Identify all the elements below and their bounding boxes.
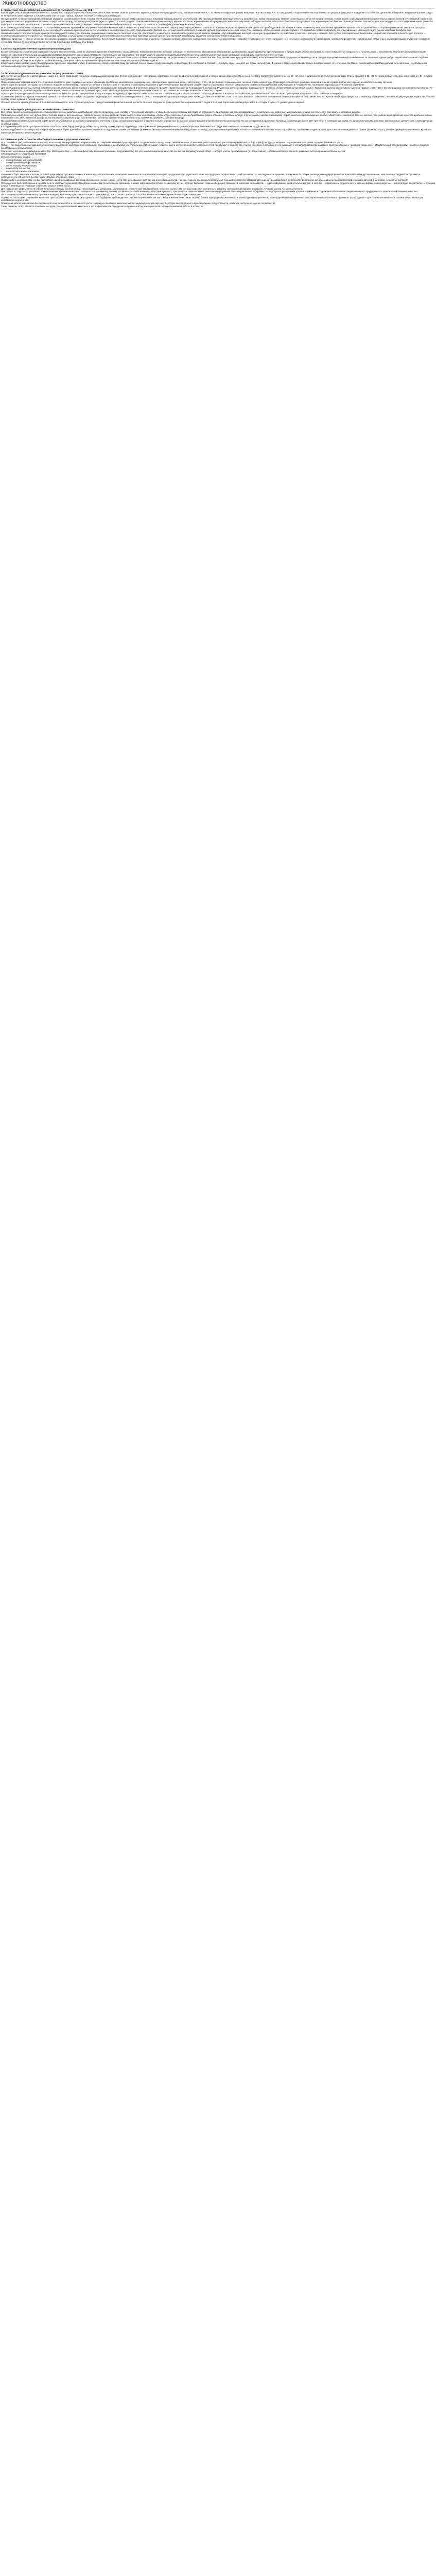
section-heading: 40. Племенная работа. Понятие об отборе,его значение в улучшении животных. — [1, 138, 91, 141]
paragraph: Для повышения эффективности отбора используют методы биотехнологии: трансплантацию эмбрионов, клонирование, генетическое маркирование, геномную оценку. Эти методы позволяют значительно ускорить селекционный процесс и повысить точность оценки племенных качеств. — [1, 187, 303, 190]
paragraph: В зоне полеводства сложился ряд кормовых культур и технологических схем их заготовки, хранения и подготовки к скармливанию. Кормоприготовление включает операции по измельчению, смешиванию, запариванию, дрожжеванию, гранулированию, брикетированию и другим видам обработки кормов, которые повышают их поедаемость, питательность и усвояемость. Наиболее распространенными являются кормоприготовительные цеха и комбикормовые предприятия, на которых изготовляют полнорационные кормосмеси. Основной задачей кормопроизводства является обеспечение животных полноценными кормами в необходимом количестве в течение года. — [1, 50, 426, 56]
paragraph: Под племенной работой понимают комплекс зоотехнических мероприятий, направленных на совершенствование существующих и создание новых пород, типов, линий животных. Племенная работа включает: учет и оценку животных, отбор, подбор, методы разведения, выращивание молодняка, ведение племенного учета. — [1, 141, 343, 144]
paragraph: М. Ф. Иванов дополнил классификацию П. Н. Кулешова, выделив крепкую конституцию как наиболее желательную; отметил, что у животных одного и того же стада и разных пород можно встретить все типы конституции, но в разных сочетаниях и с преобладанием того или иного типа. По Иванову М.Ф. основными признаками крепкой конституции являются: хорошее развитие костяка и мускулатуры, правильность телосложения, здоровье, жизнеспособность, хорошая приспособленность к условиям внешней среды и высокая продуктивность. Крепкая конституция может сочетаться с нежным, грубым, плотным или рыхлым типом. Так, например, крепкая нежная, крепкая грубая и т. д. В практике племенной работы эта классификация используется для оценки животных и подбора пар. — [1, 26, 425, 32]
list-item: • по экстерьеру и конституции; — [6, 164, 435, 167]
paragraph: Отъем поросят проводят методом постепенного отстранения свиноматки. Поросят оставляют в том же станке 7—10 дней, а свиноматку переводят в другое помещение. Такой прием снижает стресс у молодняка. После отъема поросят кормят полнорационными комбикормами 5—6 раз в сутки, постепенно переходя на 3—4-кратное кормление. — [1, 83, 365, 87]
document — [0, 0, 436, 212]
section-2 — [1, 47, 435, 67]
paragraph: В общей системе и интенсивных технологиях кормопроизводства предусматривается создание устойчивой кормовой базы за счет полевого кормопроизводства, улучшения естественных сенокосов и пастбищ, организации культурных пастбищ, использования побочной продукции растениеводства и отходов перерабатывающей промышленности. Решение задачи требует научно обоснованного подбора кормовых культур, их сортов и гибридов, рационального размещения посевов, применения прогрессивных технологий заготовки и хранения кормов. — [1, 56, 428, 62]
paragraph: По Кулешову П.Н. животные грубой конституции обладают массивным костяком, толстой кожей, грубыми рогами, сильно развитым волосяным покровом, хорошо развитой мускулатурой. Это преимущественно животные рабочего направления, примитивных пород. Нежная конституция отличается тонким костяком, тонкой кожей, слабым развитием соединительных тканей, нежной мускулатурой; характерна для животных высокопродуктивных молочных и ряда мясных пород. Плотная (сухая) конституция — сухие, с плотной, упругой, тонкой кожей без подкожного жира, крепким костяком, хорошо развитой мускулатурой; животные энергичны, обладают высокой работоспособностью и продуктивностью, хорошо приспособлены к разным условиям. Рыхлая (сырая) конституция — с толстой рыхлой кожей, развитой подкожной клетчаткой, относительно слабым костяком; животные склонны к ожирению, имеют пониженный обмен веществ, высокую скороспелость; характерна для мясных и сальных пород. — [1, 17, 433, 26]
paragraph: Для выращивания ремонтных хряков отбирают поросят от лучших маток и хряков с высокими продуктивными показателями. В 2-месячном возрасте проводят первичную оценку по развитию и экстерьеру. Ремонтных хрячков содержат группами по 8—10 голов, обеспечивают им активный моцион. Кормление должно обеспечивать суточные приросты 550—650 г. Основу рациона составляют концентраты (70—80% питательности), в летний период — зеленые корма, зимой — корнеплоды, травяная мука, силос. Нельзя допускать ожирения ремонтных хряков, т.к. это снижает их половую активность и качество спермы. — [1, 86, 434, 92]
paragraph: Отбор проводят по следующим признакам: — [1, 152, 47, 156]
paragraph: К отходам перерабатывающей промышленности относят: жом, барду, пивную дробину, мезгу, патоку, жмыхи, шроты, отруби и др. Эти корма имеют разную питательность и используются в зависимости от вида животных и направления их продуктивности. — [1, 125, 270, 128]
section-heading: 1. Конституция сельскохозяйственных животных по Кулешову П.Н.,Иванову М.Ф. — [1, 8, 93, 11]
paragraph: В природно-климатических зонах распространены различные кормовые угодья. В лесной зоне основу кормовой базы составляют сеяные травы, кукуруза на силос, корнеплоды. В лесостепной и степной — кукуруза, сорго, многолетние травы, зернофураж. В горных и предгорных районах важное значение имеют естественные пастбища. Использование пастбищ должно быть загонным, с соблюдением оптимальной нагрузки и сроков стравливания. — [1, 62, 427, 67]
paragraph: Растительные корма делят на: грубые (сено, солома, мякина, веточный корм, травяная резка); сочные (зеленая трава, силос, сенаж, корнеплоды, клубнеплоды, бахчевые); концентрированные (зерно злаковых и бобовых культур, отруби, жмыхи, шроты, комбикорма). Корма животного происхождения: молоко, обрат, пахта, сыворотка, мясная, мясокостная, рыбная мука, кровяная мука. Минеральные корма: поваренная соль, мел, известняк, фосфаты, костная мука, сапропель и др. Синтетические: мочевина, синтетические аминокислоты, витамины, ферменты, антибиотики и др. — [1, 113, 432, 120]
paragraph: Кормовые добавки — это вещества, которые добавляют в корма для балансирования рационов по отдельным элементам питания (премиксы, белково-витаминно-минеральные добавки — БВМД), для улучшения переваримости и использования питательных веществ (ферменты, пробиотики, подкислители), для повышения поедаемости кормов (ароматизаторы), для консервации и улучшения сохранности кормов (консерванты, антиоксиданты). — [1, 128, 432, 134]
paragraph: При отборе в стаде также учитывают технологические признаки животных: пригодность к машинному доению, устойчивость к заболеваниям, нрав (темперамент), пригодность к промышленной технологии содержания. Целенаправленный отбор вместе с подбором и улучшением условий кормления и содержания обеспечивает неуклонный рост продуктивности сельскохозяйственных животных. — [1, 190, 418, 193]
section-4 — [1, 108, 435, 134]
paragraph: Половой зрелости хрячки достигают в 5—6-месячном возрасте, но к случке их допускают при достижении физиологической зрелости. Вначале нагрузка на хряка должна быть ограниченной: 1 садка в 2—3 дня. Взрослым хрякам допускается 1—2 садки в сутки, с 1 днем отдыха в неделю. — [1, 100, 305, 104]
paragraph: Животных каждого типа конституции в разной степени удается совместить признаки, выражающие хозяйственно полезные качества. Как правило, у животных с нежной конституцией лучше развиты признаки, обусловливающие высокую молочную продуктивность, а у животных с рыхлой — мясную и сальную. Для грубого типа характерна выносливость и рабочая производительность, для плотного — сочетание продуктивности с крепостью. Выбраковка животных с ослабленной, переразвитой (изнеженной) конституцией и отбор животных крепкой конституции являются важнейшими задачами селекционно-племенной работы. — [1, 31, 426, 38]
paragraph: Оценку хряков проводят по собственной продуктивности (скорость роста, толщина шпика, затраты корма на единицу прироста) и по качеству потомства. Отбор молодых хряков в основное стадо осуществляют в возрасте 8—10 месяцев при живой массе 120—140 кг. К случке хряков допускают с 10—12-месячного возраста. — [1, 92, 343, 95]
paragraph: Организм животных — единое целое, где все органы и системы находятся во взаимодействии. Конституция формируется в онтогенезе под влиянием генотипа и условий кормления, содержания, тренинга. Поэтому в племенной работе учитывают не только экстерьер, но и интерьерные показатели (состав крови, активность ферментов, гормональный статус и др.), характеризующие внутреннее состояние организма. Оценка по конституции применяется при бонитировке животных всех видов. — [1, 38, 430, 43]
paragraph: Таким образом, отбор является основным методом совершенствования животных, а его эффективность определяется правильной организацией всей системы племенной работы в хозяйстве. — [1, 205, 204, 208]
section-heading: 4.Система кормоприготовления кормов и кормопроизводства — [1, 47, 71, 50]
paragraph: Подбор — это система спаривания животных, при которой к каждой матке (или группе маток) подбирают производителя с целью получения потомства с желательными качествами. Подбор бывает однородный (гомогенный) и разнородный (гетерогенный). Однородный подбор применяют для закрепления желательных признаков, разнородный — для получения животных с новыми качествами и для исправления недостатков. — [1, 196, 424, 202]
section-heading: 24. Технология подрашив сельхоз.животных. Выращ. ремонтных хряков. — [1, 72, 84, 75]
paragraph: Поросят начинают подкармливать с 5—7-дневного возраста: дают поджаренное зерно, комбикорм-престартер, минеральную подкормку (мел, красную глину, древесный уголь), чистую воду. С 10—15 дней вводят в рацион обрат, зеленые корма, корнеплоды. Подкормка способствует развитию пищеварительного тракта и облегчает переход к самостоятельному питанию. — [1, 80, 393, 83]
list-item: • по качеству потомства. — [6, 167, 435, 170]
paragraph: На основании оценки по комплексу признаков каждому животному присваивается класс (элита-рекорд, элита, I класс, II класс). Эта работа называется бонитировкой и проводится ежегодно. — [1, 193, 202, 196]
list-item: • по собственной продуктивности; — [6, 161, 435, 164]
bullet-list — [1, 159, 435, 173]
list-item: • по технологическим признакам. — [6, 170, 435, 173]
section-heading: 31.Классификация кормов для сельскохозяйственных животных. — [1, 108, 76, 111]
paragraph: Значение отбора заключается в том, что благодаря ему в стаде накапливаются животные с желательными признаками, повышается генетический потенциал продуктивности, улучшается качество продукции. Эффективность отбора зависит от наследуемости признака, интенсивности отбора, селекционного дифференциала и интервала между поколениями. Чем выше наследуемость признака и напряженность отбора, тем быстрее идет совершенствование стада. — [1, 173, 421, 179]
section-1 — [1, 9, 435, 44]
paragraph: Отбор должен быть постоянным и проводиться по комплексу признаков. Одновременный отбор по нескольким признакам снижает интенсивность отбора по каждому из них, поэтому выделяют главные (ведущие) признаки. В молочном скотоводстве — удой, содержание жира и белка в молоке, в мясном — живая масса, скорость роста, мясные формы, в свиноводстве — многоплодие, скороспелость, толщина шпика, в овцеводстве — настриг и качество шерсти, живая масса. — [1, 181, 435, 188]
paragraph: Отбор — это выделение из стада для дальнейшего разведения животных с желательными признаками и выбраковка нежелательных. Отбор бывает естественный и искусственный. Естественный отбор происходит в природе без участия человека, в результате чего выживают и оставляют потомство наиболее приспособленные к условиям среды особи. Искусственный отбор проводит человек, исходя из хозяйственных потребностей. — [1, 144, 429, 149]
paragraph: Содержание ремонтных хряков. Ремонтных хрячков с 4—5-месячного возраста содержат индивидуально или небольшими группами в станках, имеющих выход в выгульные дворики. Площадь станка — не менее 2,5 кв. м на одно животное. Обязателен ежедневный активный моцион на расстояние 2—3 км. Хряков необходимо приучать к спокойному обращению с человеком, регулярно проводить чистку кожи, обрезку копыт, купание в летний период. — [1, 95, 435, 101]
paragraph: Оценку животных по качеству потомства считают наиболее надежным методом определения племенной ценности. Особенно важна такая оценка для производителей, так как от одного производителя получают большое количество потомков. Для оценки производителей по потомству используют методы сравнения дочерей со сверстницами, дочерей с матерями, а также метод BLUP. — [1, 178, 408, 181]
paragraph: По содержанию питательных веществ корма делят на: объемистые (с высоким содержанием клетчатки и воды, низкой концентрацией энергии) и концентрированные (с высокой концентрацией энергии и питательных веществ). По составу протеина различают: белковые (содержащие более 20% протеина) и углеводистые корма. По физиологическому действию: молокогонные, диетические, стимулирующие, лечебные корма. — [1, 120, 433, 125]
list-intro: Основные признаки отбора: — [1, 155, 31, 158]
paragraph: Племенная работа невозможна без тщательного зоотехнического и племенного учета. На каждое племенное животное заводят индивидуальную карточку, в которую вносят данные о происхождении, продуктивности, развитии, экстерьере, оценке по потомству. — [1, 201, 275, 205]
paragraph: Все корма, применяемые в кормлении сельскохозяйственных животных, классифицируются по происхождению, составу и питательной ценности, а также по физиологическому действию на организм. По происхождению корма подразделяют на растительные, животные, минеральные, а также синтетические препараты и кормовые добавки. — [1, 111, 361, 114]
paragraph: Различают массовый и индивидуальный отбор. Массовый отбор — отбор по фенотипу (внешним признакам, продуктивности) без учета происхождения и качества потомства. Индивидуальный отбор — отбор с учетом происхождения (по родословной), собственной продуктивности, развития, экстерьера и качества потомства. — [1, 149, 346, 152]
paragraph: Для получения крепкого потомства большое значение имеет правильная технология подращивания молодняка. Технология включает: содержание, кормление, поение, профилактику заболеваний и ветеринарные обработки. Подсосный период у поросят составляет обычно 26—60 дней, в зависимости от принятой технологии. Отъем проводят в 26—35-дневном возрасте при раннем отъеме и в 45—60 дней при традиционном. — [1, 75, 433, 80]
page-title: Животноводство — [1, 0, 435, 9]
paragraph: Конституция сельскохозяйственных животных, совокупность морфологических, биологических и хозяйственных свойств организма, характеризующих его природный склад. Впервые выражения К. с. ж. являются наружные формы животного, или экстерьер. К. с. ж. складывается под влиянием наследственных и средовых факторов и определяет способность организма реагировать на разные условия среды. П. Н. Кулешов (1949) выделил 4 основных типа конституции: грубый, нежный, плотный (сухой) и рыхлый (сырой). — [1, 11, 433, 17]
list-item: • по происхождению (родословной); — [6, 159, 435, 162]
section-5 — [1, 138, 435, 208]
section-3 — [1, 72, 435, 104]
